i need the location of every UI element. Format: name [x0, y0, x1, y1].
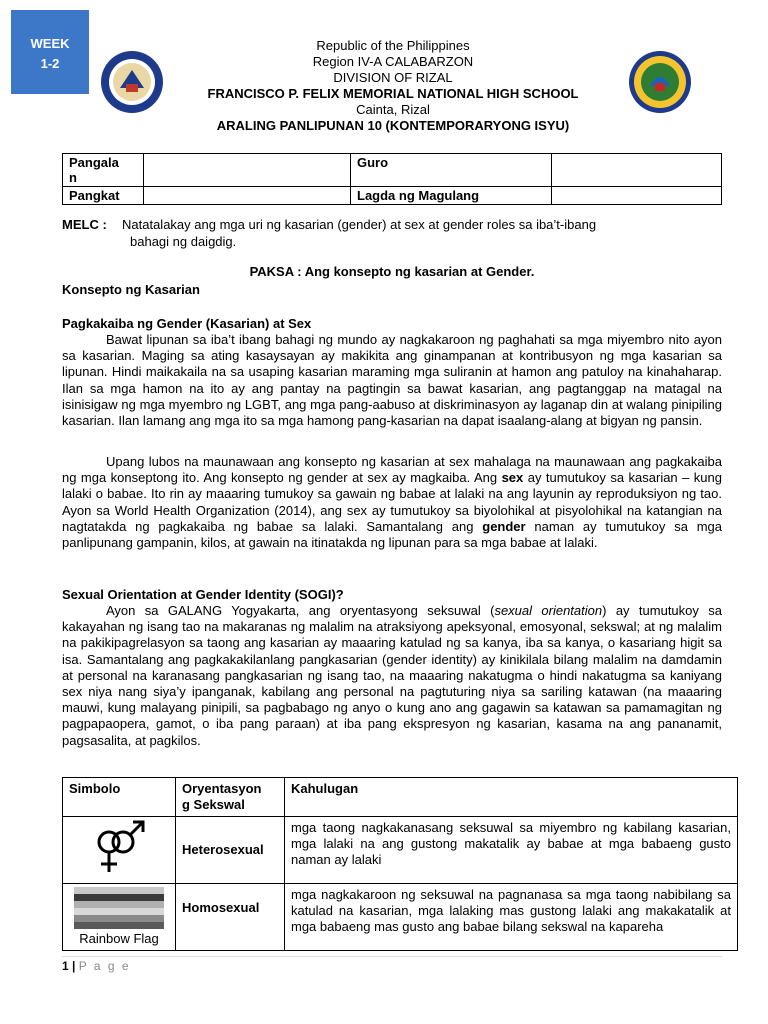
flag-label: Rainbow Flag — [79, 931, 159, 946]
label-lagda: Lagda ng Magulang — [351, 187, 552, 205]
document-header — [150, 38, 636, 134]
week-number: 1-2 — [40, 56, 60, 71]
header-region: Region IV-A CALABARZON — [312, 54, 474, 69]
label-guro: Guro — [351, 154, 552, 187]
week-badge — [11, 10, 89, 94]
meaning-homosexual: mga nagkakaroon ng seksuwal na pagnanasa sa mga taong nabibilang sa katulad na kasarian, mga lalaking mas gustong lalaki ang makakatalik at mga babaeng mas gusto ang babae bilang sekswal na kapareha — [285, 884, 738, 951]
orientation-heterosexual: Heterosexual — [176, 817, 285, 884]
page-footer — [62, 956, 722, 973]
page-label: P a g e — [78, 959, 131, 973]
header-school: FRANCISCO P. FELIX MEMORIAL NATIONAL HIGH SCHOOL — [207, 86, 579, 101]
melc-text-2: bahagi ng daigdig. — [130, 234, 237, 249]
meaning-heterosexual: mga taong nagkakanasang seksuwal sa miyembro ng kabilang kasarian, mga lalaki na ang gustong makatalik ay babae at mga babaeng gusto naman ay lalaki — [285, 817, 738, 884]
konsepto-heading: Konsepto ng Kasarian — [62, 282, 200, 297]
section2-heading: Sexual Orientation at Gender Identity (SOGI)? — [62, 587, 344, 602]
paksa-title: PAKSA : Ang konsepto ng kasarian at Gender. — [249, 264, 535, 279]
rainbow-flag-icon — [74, 887, 164, 929]
header-kahulugan: Kahulugan — [285, 778, 738, 817]
header-simbolo: Simbolo — [63, 778, 176, 817]
field-guro[interactable] — [552, 154, 722, 187]
student-info-table — [62, 153, 722, 205]
table-row — [63, 884, 738, 951]
header-division: DIVISION OF RIZAL — [333, 70, 453, 85]
section1-paragraph-2: Upang lubos na maunawaan ang konsepto ng kasarian at sex mahalaga na maunawaan ang pagkakaiba ng mga konseptong ito. Ang konsepto ng gender at sex ay magkaiba. Ang sex ay tumutukoy sa kasarian – kung lalaki o babae. Ito rin ay maaaring tumukoy sa gawain ng babae at lalaki na ang layunin ay reproduksiyon ng tao. Ayon sa World Health Organization (2014), ang sex ay tumutukoy sa biyolohikal at pisyolohikal na katangian na nagtatakda ng pagkakaiba ng babae sa lalaki. Samantalang ang gender naman ay tumutukoy sa mga panlipunang gampanin, kilos, at gawain na itinatakda ng lipunan para sa mga babae at lalaki. — [62, 454, 722, 551]
sogi-table — [62, 777, 738, 951]
label-pangkat: Pangkat — [63, 187, 144, 205]
school-seal-icon — [628, 50, 692, 114]
page-number: 1 — [62, 959, 69, 973]
header-subject: ARALING PANLIPUNAN 10 (KONTEMPORARYONG ISYU) — [216, 118, 570, 133]
table-row — [63, 817, 738, 884]
field-pangalan[interactable] — [144, 154, 351, 187]
section2-paragraph: Ayon sa GALANG Yogyakarta, ang oryentasyong seksuwal (sexual orientation) ay tumutukoy sa kakayahan ng isang tao na makaranas ng malalim na atraksiyong apeksyonal, emosyonal, sekswal; at ng malalim na pakikipagrelasyon sa taong ang kasarian ay maaaring katulad ng sa kanya, iba sa kanya, o kasariang higit sa isa. Samantalang ang pagkakakilanlang pangkasarian (gender identity) ay kinikilala bilang malalim na damdamin at personal na karanasang pangkasarian ng isang tao, na maaaring nakatugma o hindi nakatugma sa kaniyang sex niya nang siya’y ipanganak, kabilang ang personal na pagtuturing niya sa sariling katawan (na maaaring mauwi, kung malayang pinipili, sa pagbabago ng anyo o kung ano ang gagawin sa katawan sa pamamagitan ng pagpapaopera, gamot, o iba pang paraan) at iba pang ekspresyon ng kasarian, kasama na ang pananamit, pagsasalita, at pagkilos. — [62, 603, 722, 748]
section1-paragraph-1: Bawat lipunan sa iba’t ibang bahagi ng mundo ay nagkakaroon ng paghahati sa mga miyembro nito ayon sa kasarian. Maging sa ating kasaysayan ay makikita ang ginampanan at kontribusyon ng mga kasarian sa lipunan. Hindi maikakaila na sa usaping kasarian maraming mga suliranin at hamon ang patuloy na kinahaharap. Ilan sa mga hamon na ito ay ang pantay na pagtingin sa bawat kasarian, ang pagtanggap na matagal na isinisigaw ng mga myembro ng LGBT, ang mga pang-aabuso at diskriminasyon ay laganap din at walang pinipiling kasarian. Ilan lamang ang mga ito sa mga hamong pang-kasarian na dapat isaalang-alang at bigyan ng pansin. — [62, 332, 722, 429]
heterosexual-symbol-icon — [87, 820, 151, 876]
symbol-cell — [63, 817, 176, 884]
orientation-homosexual: Homosexual — [176, 884, 285, 951]
header-location: Cainta, Rizal — [356, 102, 430, 117]
melc-block — [62, 216, 722, 250]
melc-text-1: Natatalakay ang mga uri ng kasarian (gender) at sex at gender roles sa iba’t-ibang — [122, 217, 597, 232]
label-pangalan: Pangala n — [63, 154, 144, 187]
field-pangkat[interactable] — [144, 187, 351, 205]
section1-heading: Pagkakaiba ng Gender (Kasarian) at Sex — [62, 316, 312, 331]
header-republic: Republic of the Philippines — [316, 38, 470, 53]
melc-label: MELC : — [62, 217, 107, 232]
page-separator: | — [72, 959, 76, 973]
field-lagda[interactable] — [552, 187, 722, 205]
week-label: WEEK — [30, 36, 70, 51]
symbol-cell — [63, 884, 176, 951]
header-oryentasyon: Oryentasyon g Sekswal — [176, 778, 285, 817]
